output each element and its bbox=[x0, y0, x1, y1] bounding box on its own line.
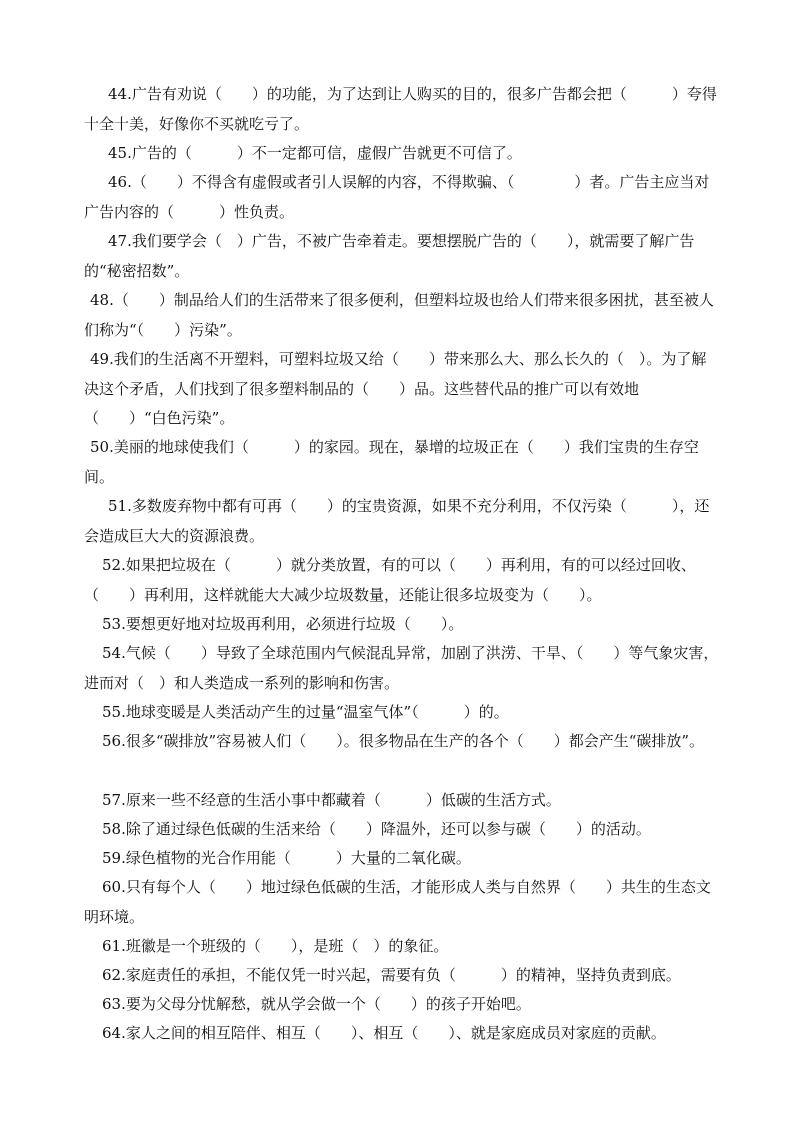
question-53: 53.要想更好地对垃圾再利用，必须进行垃圾（ ）。 bbox=[102, 615, 464, 633]
question-61: 61.班徽是一个班级的（ ），是班（ ）的象征。 bbox=[102, 937, 449, 955]
question-47: 47.我们要学会（ ）广告，不被广告牵着走。要想摆脱广告的（ ），就需要了解广告的“秘密招数”。 bbox=[84, 232, 695, 280]
question-45: 45.广告的（ ）不一定都可信，虚假广告就更不可信了。 bbox=[108, 144, 522, 162]
question-62: 62.家庭责任的承担，不能仅凭一时兴起，需要有负（ ）的精神，坚持负责到底。 bbox=[102, 966, 681, 984]
question-54: 54.气候（ ）导致了全球范围内气候混乱异常，加剧了洪涝、干旱、（ ）等气象灾害，进而对（ ）和人类造成一系列的影响和伤害。 bbox=[84, 644, 719, 692]
question-49: 49.我们的生活离不开塑料，可塑料垃圾又给（ ）带来那么大、那么长久的（ ）。为了解决这个矛盾，人们找到了很多塑料制品的（ ）品。这些替代品的推广可以有效地（ ）“白色污染”。 bbox=[84, 350, 707, 427]
question-55: 55.地球变暖是人类活动产生的过量“温室气体”（ ）的。 bbox=[102, 703, 509, 721]
question-51: 51.多数废弃物中都有可再（ ）的宝贵资源，如果不充分利用，不仅污染（ ），还会造成巨大大的资源浪费。 bbox=[84, 497, 710, 545]
question-48: 48.（ ）制品给人们的生活带来了很多便利，但塑料垃圾也给人们带来很多困扰，甚至被人们称为“（ ）污染”。 bbox=[84, 291, 714, 339]
question-44: 44.广告有劝说（ ）的功能，为了达到让人购买的目的，很多广告都会把（ ）夸得十全十美，好像你不买就吃亏了。 bbox=[84, 85, 717, 133]
question-50: 50.美丽的地球使我们（ ）的家园。现在，暴增的垃圾正在（ ）我们宝贵的生存空间。 bbox=[84, 438, 699, 486]
question-46: 46.（ ）不得含有虚假或者引人误解的内容，不得欺骗、（ ）者。广告主应当对广告内容的（ ）性负责。 bbox=[84, 173, 710, 221]
question-64: 64.家人之间的相互陪伴、相互（ ）、相互（ ）、就是家庭成员对家庭的贡献。 bbox=[102, 1024, 666, 1042]
question-57: 57.原来一些不经意的生活小事中都藏着（ ）低碳的生活方式。 bbox=[102, 791, 561, 809]
question-56: 56.很多“碳排放”容易被人们（ ）。很多物品在生产的各个（ ）都会产生“碳排放”。 bbox=[102, 732, 705, 750]
question-59: 59.绿色植物的光合作用能（ ）大量的二氧化碳。 bbox=[102, 849, 471, 867]
question-58: 58.除了通过绿色低碳的生活来给（ ）降温外，还可以参与碳（ ）的活动。 bbox=[102, 820, 651, 838]
question-63: 63.要为父母分忧解愁，就从学会做一个（ ）的孩子开始吧。 bbox=[102, 995, 531, 1013]
question-52: 52.如果把垃圾在（ ）就分类放置，有的可以（ ）再利用，有的可以经过回收、（ ）再利用，这样就能大大减少垃圾数量，还能让很多垃圾变为（ ）。 bbox=[84, 556, 696, 604]
question-60: 60.只有每个人（ ）地过绿色低碳的生活，才能形成人类与自然界（ ）共生的生态文明环境。 bbox=[84, 878, 711, 926]
